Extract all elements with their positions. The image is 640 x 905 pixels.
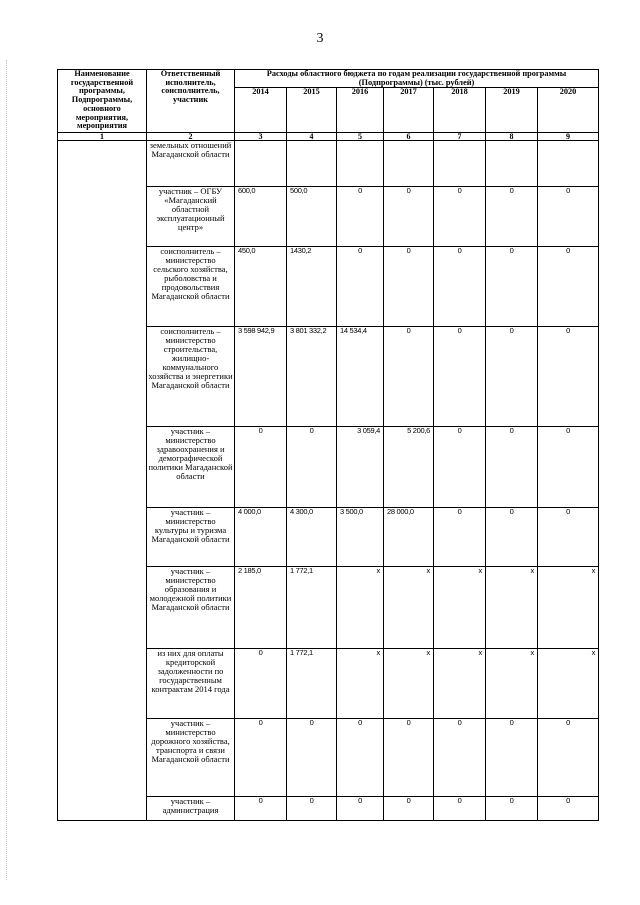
- value-cell: 0: [287, 797, 337, 821]
- value-cell: 0: [235, 427, 287, 508]
- value-cell: [287, 141, 337, 187]
- value-cell: х: [434, 649, 486, 719]
- value-cell: 450,0: [235, 247, 287, 327]
- value-cell: 0: [384, 187, 434, 247]
- value-cell: 3 059,4: [337, 427, 384, 508]
- value-cell: 0: [486, 797, 538, 821]
- value-cell: 0: [384, 719, 434, 797]
- column-number: 2: [147, 133, 235, 141]
- value-cell: х: [434, 567, 486, 649]
- page-number: 3: [316, 31, 324, 46]
- column-number: 7: [434, 133, 486, 141]
- value-cell: 0: [486, 327, 538, 427]
- header-responsible: Ответственный исполнитель, соисполнитель, участник: [147, 70, 235, 133]
- value-cell: 4 300,0: [287, 508, 337, 567]
- value-cell: 0: [486, 247, 538, 327]
- budget-table: [57, 69, 599, 821]
- header-year: 2014: [235, 88, 287, 133]
- value-cell: 0: [538, 427, 599, 508]
- header-year: 2020: [538, 88, 599, 133]
- value-cell: 0: [538, 247, 599, 327]
- value-cell: 0: [486, 508, 538, 567]
- value-cell: 600,0: [235, 187, 287, 247]
- column-number: 3: [235, 133, 287, 141]
- value-cell: 0: [384, 327, 434, 427]
- value-cell: [486, 141, 538, 187]
- value-cell: 0: [434, 327, 486, 427]
- value-cell: 0: [434, 427, 486, 508]
- header-program-name: Наименование государственной программы, Подпрограммы, основного мероприятия, мероприятия: [58, 70, 147, 133]
- value-cell: х: [337, 567, 384, 649]
- value-cell: 5 200,6: [384, 427, 434, 508]
- value-cell: 0: [486, 719, 538, 797]
- participant-cell: участник – администрация: [147, 797, 235, 821]
- value-cell: 0: [287, 719, 337, 797]
- value-cell: 0: [486, 427, 538, 508]
- value-cell: 0: [337, 719, 384, 797]
- header-year: 2016: [337, 88, 384, 133]
- value-cell: [235, 141, 287, 187]
- value-cell: 0: [434, 247, 486, 327]
- value-cell: 3 598 942,9: [235, 327, 287, 427]
- column-number: 4: [287, 133, 337, 141]
- value-cell: 4 000,0: [235, 508, 287, 567]
- participant-cell: соисполнитель – министерство строительства, жилищно-коммунального хозяйства и энергетики Магаданской области: [147, 327, 235, 427]
- value-cell: 0: [538, 719, 599, 797]
- value-cell: 3 801 332,2: [287, 327, 337, 427]
- column-number-row: [58, 133, 599, 141]
- column-number: 6: [384, 133, 434, 141]
- value-cell: 0: [434, 719, 486, 797]
- value-cell: х: [538, 649, 599, 719]
- value-cell: 0: [337, 247, 384, 327]
- scan-margin-line: [6, 60, 8, 880]
- value-cell: 3 500,0: [337, 508, 384, 567]
- value-cell: 0: [434, 797, 486, 821]
- value-cell: 0: [486, 187, 538, 247]
- value-cell: х: [384, 649, 434, 719]
- table-row: [58, 141, 599, 187]
- value-cell: х: [538, 567, 599, 649]
- header-year: 2019: [486, 88, 538, 133]
- value-cell: [337, 141, 384, 187]
- value-cell: 14 534,4: [337, 327, 384, 427]
- value-cell: 500,0: [287, 187, 337, 247]
- column-number: 5: [337, 133, 384, 141]
- value-cell: 0: [235, 797, 287, 821]
- participant-cell: участник – министерство дорожного хозяйства, транспорта и связи Магаданской области: [147, 719, 235, 797]
- value-cell: 0: [384, 797, 434, 821]
- column-number: 9: [538, 133, 599, 141]
- participant-cell: участник – министерство образования и молодежной политики Магаданской области: [147, 567, 235, 649]
- value-cell: [434, 141, 486, 187]
- value-cell: 0: [235, 649, 287, 719]
- value-cell: х: [486, 567, 538, 649]
- header-year: 2015: [287, 88, 337, 133]
- value-cell: 1430,2: [287, 247, 337, 327]
- header-year: 2018: [434, 88, 486, 133]
- value-cell: 0: [434, 508, 486, 567]
- value-cell: 1 772,1: [287, 649, 337, 719]
- value-cell: 0: [434, 187, 486, 247]
- value-cell: 2 185,0: [235, 567, 287, 649]
- header-budget: Расходы областного бюджета по годам реализации государственной программы (Подпрограммы) (тыс. рублей): [235, 70, 599, 88]
- participant-cell: участник – министерство здравоохранения и демографической политики Магаданской области: [147, 427, 235, 508]
- participant-cell: соисполнитель – министерство сельского хозяйства, рыболовства и продовольствия Магаданской области: [147, 247, 235, 327]
- value-cell: 0: [235, 719, 287, 797]
- column-number: 8: [486, 133, 538, 141]
- participant-cell: участник – министерство культуры и туризма Магаданской области: [147, 508, 235, 567]
- value-cell: 1 772,1: [287, 567, 337, 649]
- participant-cell: земельных отношений Магаданской области: [147, 141, 235, 187]
- value-cell: 0: [384, 247, 434, 327]
- value-cell: [538, 141, 599, 187]
- value-cell: 0: [287, 427, 337, 508]
- value-cell: х: [486, 649, 538, 719]
- program-name-cell: [58, 141, 147, 821]
- value-cell: х: [384, 567, 434, 649]
- value-cell: х: [337, 649, 384, 719]
- value-cell: 28 000,0: [384, 508, 434, 567]
- value-cell: 0: [538, 508, 599, 567]
- value-cell: [384, 141, 434, 187]
- participant-cell: участник – ОГБУ «Магаданский областной эксплуатационный центр»: [147, 187, 235, 247]
- value-cell: 0: [538, 327, 599, 427]
- column-number: 1: [58, 133, 147, 141]
- value-cell: 0: [538, 187, 599, 247]
- value-cell: 0: [538, 797, 599, 821]
- value-cell: 0: [337, 187, 384, 247]
- header-year: 2017: [384, 88, 434, 133]
- value-cell: 0: [337, 797, 384, 821]
- participant-cell: из них для оплаты кредиторской задолженности по государственным контрактам 2014 года: [147, 649, 235, 719]
